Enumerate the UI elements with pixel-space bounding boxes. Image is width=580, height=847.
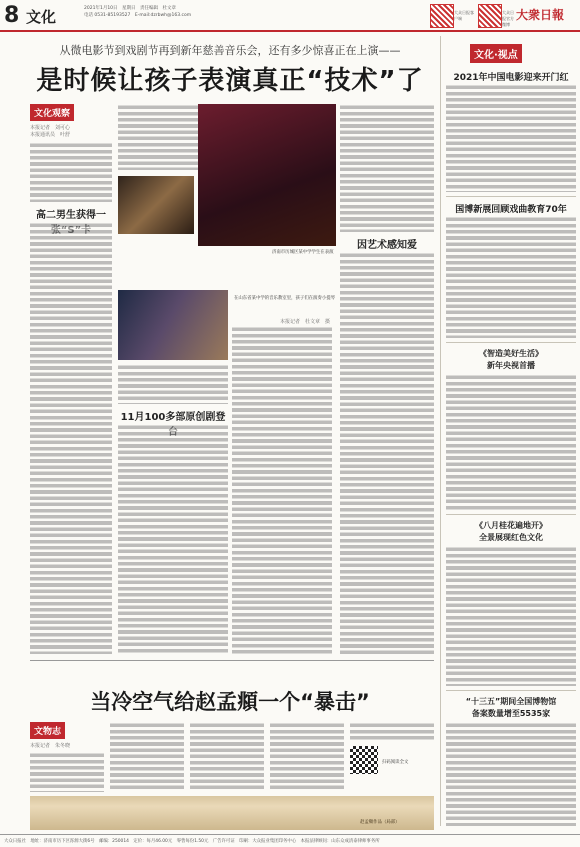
right-divider xyxy=(446,690,576,691)
students-photo-small xyxy=(118,176,194,234)
right-item3-subtitle: 新年央视首播 xyxy=(487,361,535,370)
article-text-block xyxy=(350,722,434,742)
right-item5-subtitle: 备案数量增至5535家 xyxy=(471,709,551,718)
right-divider xyxy=(446,514,576,515)
lead-byline: 本报记者 刘可心 本报通讯员 叶舒 xyxy=(30,125,71,138)
lead-subhead-1: 高二男生获得一 xyxy=(36,210,106,221)
contact-info: 电话 0531-85193527 E-mail:dzrbwh@163.com xyxy=(84,13,192,18)
article-text-block xyxy=(340,104,434,232)
article-text-block xyxy=(118,364,228,404)
second-byline: 本报记者 朱冬晓 xyxy=(30,743,71,749)
page-header xyxy=(0,0,580,30)
violin-photo xyxy=(118,290,228,360)
scroll-caption: 赵孟頫作品（局部） xyxy=(360,820,400,825)
qr-code-icon[interactable] xyxy=(430,4,454,28)
article-text-block xyxy=(30,222,112,654)
right-item4-subtitle: 全景展现红色文化 xyxy=(479,533,543,542)
right-item4-title[interactable]: 《八月桂花遍地开》 xyxy=(475,521,547,530)
photo2-caption: 在山东省某中学的音乐教室里，孩子们在演奏小提琴 xyxy=(234,296,335,301)
right-item1-title[interactable]: 2021年中国电影迎来开门红 xyxy=(453,73,569,83)
article-text-block xyxy=(270,722,344,792)
lead-subhead-2: 11月100多部原创剧登 xyxy=(120,412,226,423)
article-text-block xyxy=(30,752,104,792)
right-item2-title[interactable]: 国博新展回顾戏曲教育70年 xyxy=(455,205,567,215)
lead-tag: 文化观察 xyxy=(30,104,74,121)
right-item3-text xyxy=(446,374,576,510)
right-divider xyxy=(446,342,576,343)
article-text-block xyxy=(190,722,264,792)
footer-text: 大众日报社 地址：济南市历下区泺源大街6号 邮编：250014 定价：每月46.00元 零售每份1.50元 广告许可证 印刷：大众报业集团印务中心 本报法律顾问：山东众成清泰律师事务所 xyxy=(4,839,380,844)
lead-subhead-3: 因艺术感知爱 xyxy=(357,240,417,251)
right-item4-text xyxy=(446,546,576,686)
qr-caption: 扫码阅读全文 xyxy=(382,760,409,765)
article-text-block xyxy=(118,104,208,170)
right-divider xyxy=(446,196,576,197)
lead-headline: 是时候让孩子表演真正“技术”了 xyxy=(36,66,424,96)
page-footer xyxy=(0,834,580,847)
article-text-block xyxy=(110,722,184,792)
section-divider xyxy=(30,660,434,661)
article-text-block xyxy=(118,424,228,654)
page-number: 8 xyxy=(4,3,20,28)
right-item3-title[interactable]: 《智造美好生活》 xyxy=(479,349,543,358)
issue-date-editor: 2021年1月10日 星期日 责任编辑 杜文章 xyxy=(84,6,177,11)
lead-subtitle: 从微电影节到戏剧节再到新年慈善音乐会，还有多少惊喜正在上演—— xyxy=(59,44,401,57)
column-divider xyxy=(440,36,441,826)
header-rule xyxy=(0,30,580,32)
header-meta xyxy=(84,5,234,19)
article-text-block xyxy=(30,142,112,202)
article-text-block xyxy=(232,326,332,654)
photo1-caption: 济南市历城区某中学学生在表演 xyxy=(272,250,334,255)
right-column-tag: 文化·视点 xyxy=(470,44,522,63)
qr-code-icon[interactable] xyxy=(478,4,502,28)
right-item5-text xyxy=(446,722,576,826)
qr1-label: 大众日报客户端 xyxy=(454,10,474,21)
article-text-block xyxy=(340,252,434,654)
second-headline: 当冷空气给赵孟頫一个“暴击” xyxy=(90,690,370,714)
right-item2-text xyxy=(446,216,576,338)
right-item1-text xyxy=(446,84,576,192)
newspaper-logo: 大衆日報 xyxy=(516,8,565,22)
section-name: 文化 xyxy=(26,8,57,26)
second-tag: 文物志 xyxy=(30,722,65,739)
photo-credit: 本报记者 杜文章 摄 xyxy=(280,319,331,325)
right-item5-title[interactable]: “十三五”期间全国博物馆 xyxy=(465,697,557,706)
qr2-label: 大众日报官方微博 xyxy=(502,10,514,27)
lead-photo-performance xyxy=(198,104,336,246)
qr-code-icon[interactable] xyxy=(350,746,378,774)
